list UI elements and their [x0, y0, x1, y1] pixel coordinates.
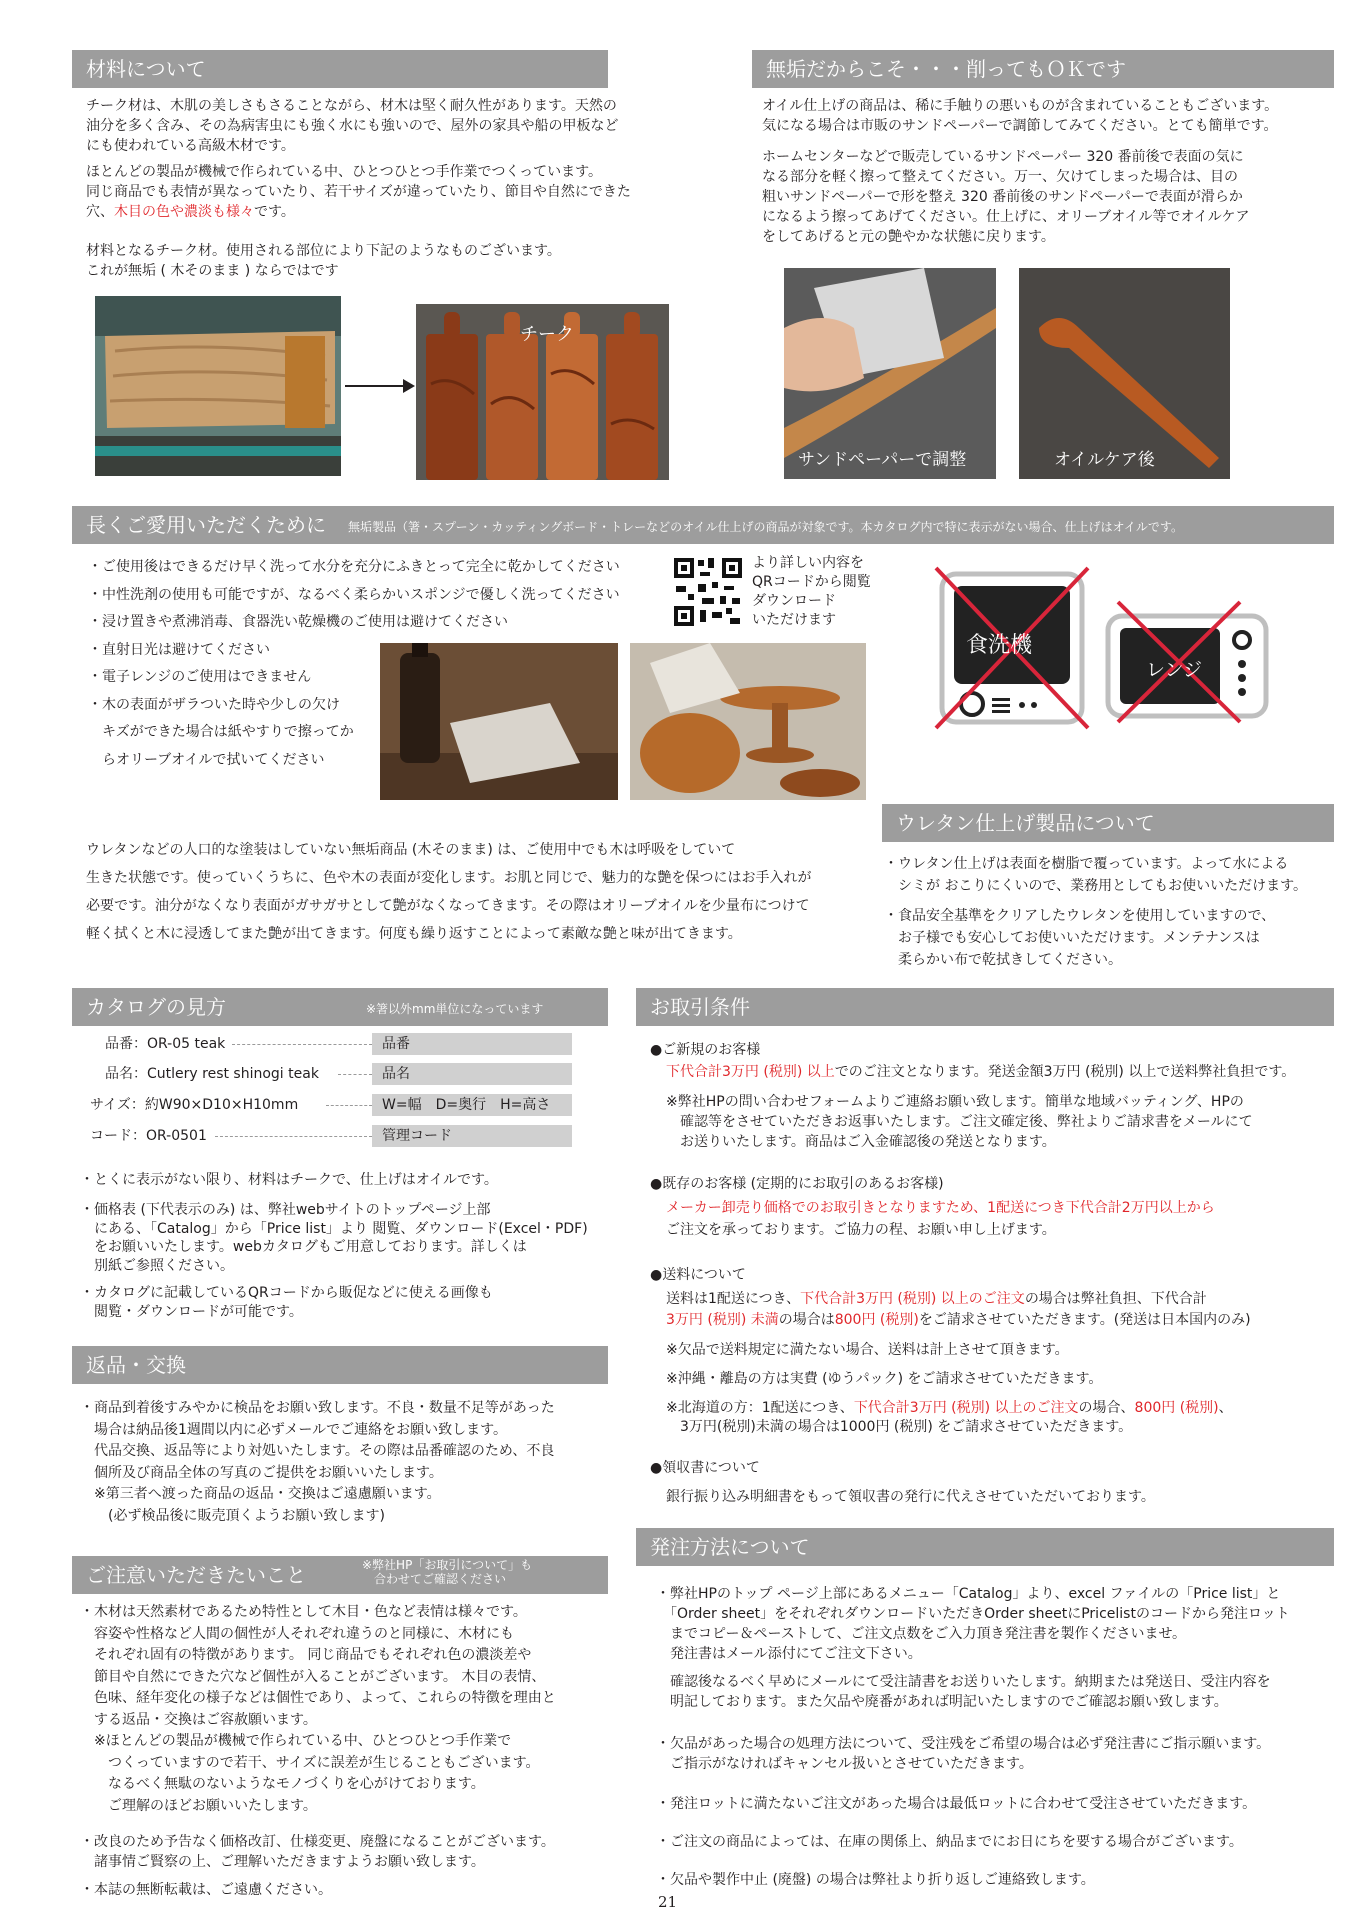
catalog-note: ※箸以外mm単位になっています [366, 1001, 544, 1016]
terms-existing-title: ●既存のお客様 (定期的にお取引のあるお客様) [650, 1176, 944, 1192]
catalog-row-label: 品名：Cutlery rest shinogi teak [105, 1066, 319, 1082]
oil-care-caption: オイルケア後 [1054, 450, 1155, 470]
section-header-materials: 材料について [72, 50, 608, 88]
ordering-paragraph-1: ・弊社HPのトップ ページ上部にあるメニュー「Catalog」より、excel ファイルの「Price list」と 「Order sheet」をそれぞれダウンロードいただきOrder sheetにPricelistのコードから発注ロット までコピー＆ペーストして、ご注文点数をご入力頂き発注書を製作くださいませ。 発注書はメール添付にてご注文下さい。 [656, 1586, 1290, 1662]
sanding-paragraph-2: ホームセンターなどで販売しているサンドペーパー 320 番前後で表面の気に なる部分を軽く擦って整えてください。万一、欠けてしまった場合は、目の 粗いサンドペーパーで形を整え 320 番前後のサンドペーパーで表面が滑らか になるよう擦ってあげてください。仕上げに、オリーブオイル等でオイルケア をしてあげると元の艶やかな状態に戻ります。 [762, 149, 1250, 245]
sanding-caption: サンドペーパーで調整 [798, 450, 967, 470]
leader-line [338, 1074, 372, 1075]
leader-line [215, 1136, 372, 1137]
care-paragraph: ウレタンなどの人口的な塗装はしていない無垢商品 (木そのまま) は、ご使用中でも木は呼吸をしていて 生きた状態です。使っていくうちに、色や木の表面が変化します。お肌と同じで、魅力的な艶を保つにはお手入れが 必要です。油分がなくなり表面がガサガサとして艶がなくなってきます。その際はオリーブオイルを少量布につけて 軽く拭くと木に浸透してまた艶が出てきます。何度も繰り返すことによって素敵な艶と味が出てきます。 [86, 842, 812, 942]
catalog-row-key: 品番 [372, 1033, 572, 1055]
leader-line [232, 1044, 372, 1045]
terms-shipping-line-1: 送料は1配送につき、下代合計3万円 (税別) 以上のご注文の場合は弊社負担、下代合計 [666, 1291, 1207, 1307]
section-header-returns: 返品・交換 [72, 1346, 608, 1384]
ordering-paragraph-2: 確認後なるべく早めにメールにて受注請書をお送りいたします。納期または発送日、受注内容を 明記しております。また欠品や廃番があれば明記いたしますのでご確認お願い致します。 [669, 1674, 1271, 1710]
catalog-row-label: サイズ：約W90×D10×H10mm [90, 1097, 299, 1113]
microwave-label: レンジ [1146, 659, 1203, 681]
terms-new-note: ※弊社HPの問い合わせフォームよりご連絡お願い致します。簡単な地域バッティング、HPの 確認等をさせていただきお返事いたします。ご注文確定後、弊社よりご請求書をメールにて お送りいたします。商品はご入金確認後の発送となります。 [666, 1094, 1253, 1150]
catalog-row-label: コード：OR-0501 [90, 1128, 207, 1144]
ordering-paragraph-4: ・発注ロットに満たないご注文があった場合は最低ロットに合わせて受注させていただきます。 [656, 1796, 1257, 1812]
terms-shipping-note-3b: 3万円(税別)未満の場合は1000円 (税別) をご請求させていただきます。 [666, 1419, 1133, 1435]
section-header-ordering: 発注方法について [636, 1528, 1334, 1566]
ordering-paragraph-6: ・欠品や製作中止 (廃盤) の場合は弊社より折り返しご連絡致します。 [656, 1872, 1095, 1888]
caution-paragraph-2: ・改良のため予告なく価格改訂、仕様変更、廃盤になることがございます。 諸事情ご賢察の上、ご理解いただきますようお願い致します。 [80, 1834, 555, 1870]
section-header-catalog: カタログの見方 ※箸以外mm単位になっています [72, 988, 608, 1026]
catalog-row-key: 品名 [372, 1063, 572, 1085]
sawmill-photo [95, 296, 341, 476]
arrow-right-icon [403, 379, 415, 393]
terms-shipping-note-3: ※北海道の方：1配送につき、下代合計3万円 (税別) 以上のご注文の場合、800円 (税別)、 [666, 1400, 1233, 1416]
sanding-paragraph-1: オイル仕上げの商品は、稀に手触りの悪いものが含まれていることもございます。 気になる場合は市販のサンドペーパーで調節してみてください。とても簡単です。 [762, 98, 1279, 134]
terms-shipping-note-1: ※欠品で送料規定に満たない場合、送料は計上させて頂きます。 [666, 1342, 1069, 1358]
terms-shipping-title: ●送料について [650, 1267, 746, 1283]
care-bullets: ・ご使用後はできるだけ早く洗って水分を充分にふきとって完全に乾かしてください ・中性洗剤の使用も可能ですが、なるべく柔らかいスポンジで優しく洗ってください ・浸け置きや煮沸消毒、食器洗い乾燥機のご使用は避けてください ・直射日光は避けてください ・電子レンジのご使用はできません ・木の表面がザラついた時や少しの欠け キズができた場合は紙やすりで擦ってか らオリーブオイルで拭いてください [88, 559, 620, 768]
terms-receipt-text: 銀行振り込み明細書をもって領収書の発行に代えさせていただいております。 [666, 1489, 1155, 1505]
materials-paragraph-1: チーク材は、木肌の美しさもさることながら、材木は堅く耐久性があります。天然の 油分を多く含み、その為病害虫にも強く水にも強いので、屋外の家具や船の甲板など にも使われている高級木材です。 [86, 98, 619, 154]
catalog-bullet-1: ・とくに表示がない限り、材料はチークで、仕上げはオイルです。 [80, 1172, 498, 1188]
catalog-row-key: 管理コード [372, 1125, 572, 1147]
teak-photo-label: チーク [520, 324, 574, 345]
ordering-paragraph-3: ・欠品があった場合の処理方法について、受注残をご希望の場合は必ず発注書にご指示願います。 ご指示がなければキャンセル扱いとさせていただきます。 [656, 1736, 1271, 1772]
qr-code-icon [672, 556, 744, 628]
catalog-row-key: W=幅 D=奥行 H=高さ [372, 1094, 572, 1116]
terms-shipping-line-2: 3万円 (税別) 未満の場合は800円 (税別)をご請求させていただきます。(発送は日本国内のみ) [666, 1312, 1251, 1328]
wooden-stand-photo [630, 643, 866, 800]
page-number: 21 [658, 1893, 678, 1911]
caution-paragraph-3: ・本誌の無断転載は、ご遠慮ください。 [80, 1882, 332, 1898]
terms-existing-condition: メーカー卸売り価格でのお取引きとなりますため、1配送につき下代合計2万円以上から [666, 1200, 1215, 1216]
materials-paragraph-3: 材料となるチーク材。使用される部位により下記のようなものございます。 これが無垢 ( 木そのまま ) ならではです [86, 243, 561, 279]
section-header-caution: ご注意いただきたいこと [72, 1556, 608, 1594]
section-header-care: 長くご愛用いただくために 無垢製品（箸・スプーン・カッティングボード・トレーなどのオイル仕上げの商品が対象です。本カタログ内で特に表示がない場合、仕上げはオイルです。 [72, 506, 1334, 544]
qr-description: より詳しい内容を QRコードから閲覧 ダウンロード いただけます [752, 555, 871, 628]
dishwasher-label: 食洗機 [966, 633, 1033, 658]
catalog-bullet-3: ・カタログに記載しているQRコードから販促などに使える画像も 閲覧・ダウンロードが可能です。 [80, 1285, 493, 1320]
ordering-paragraph-5: ・ご注文の商品によっては、在庫の関係上、納品までにお日にちを要する場合がございます。 [656, 1834, 1243, 1850]
caution-paragraph-1: ・木材は天然素材であるため特性として木目・色など表情は様々です。 容姿や性格など人間の個性が人それぞれ違うのと同様に、木材にも それぞれ固有の特徴があります。 同じ商品でもそれぞれ色の濃淡差や 節目や自然にできた穴など個性が入ることがございます。 木目の表情、 色味、経年変化の様子などは個性であり、よって、これらの特徴を理由と する返品・交換はご容赦願います。 ※ほとんどの製品が機械で作られている中、ひとつひとつ手作業で つくっていますので若干、サイズに誤差が生じることもございます。 なるべく無駄のないようなモノづくりを心がけております。 ご理解のほどお願いいたします。 [80, 1604, 556, 1814]
urethane-paragraph-1: ・ウレタン仕上げは表面を樹脂で覆っています。よって水による シミが おこりにくいので、業務用としてもお使いいただけます。 [884, 856, 1308, 894]
terms-receipt-title: ●領収書について [650, 1460, 760, 1476]
terms-existing-note: ご注文を承っております。ご協力の程、お願い申し上げます。 [666, 1222, 1056, 1238]
section-header-terms: お取引条件 [636, 988, 1334, 1026]
returns-text: ・商品到着後すみやかに検品をお願い致します。不良・数量不足等があった 場合は納品後1週間以内に必ずメールでご連絡をお願い致します。 代品交換、返品等により対処いたします。その際は品番確認のため、不良 個所及び商品全体の写真のご提供をお願いいたします。 ※第三者へ渡った商品の返品・交換はご遠慮願います。 (必ず検品後に販売頂くようお願い致します) [80, 1400, 555, 1524]
arrow-line [345, 385, 407, 387]
section-header-urethane: ウレタン仕上げ製品について [882, 804, 1334, 842]
caution-note: ※弊社HP「お取引について」も 合わせてご確認ください [362, 1558, 533, 1586]
terms-shipping-note-2: ※沖縄・離島の方は実費 (ゆうパック) をご請求させていただきます。 [666, 1371, 1103, 1387]
catalog-bullet-2: ・価格表 (下代表示のみ) は、弊社webサイトのトップページ上部 にある、「Catalog」から「Price list」より 閲覧、ダウンロード(Excel・PDF) をお願いいたします。webカタログもご用意しております。詳しくは 別紙ご参照ください。 [80, 1202, 588, 1274]
catalog-row-label: 品番：OR-05 teak [105, 1036, 226, 1052]
urethane-paragraph-2: ・食品安全基準をクリアしたウレタンを使用していますので、 お子様でも安心してお使いいただけます。メンテナンスは 柔らかい布で乾拭きしてください。 [884, 908, 1276, 968]
materials-paragraph-2: ほとんどの製品が機械で作られている中、ひとつひとつ手作業でつくっています。 同じ商品でも表情が異なっていたり、若干サイズが違っていたり、節目や自然にできた 穴、木目の色や濃淡も様々です。 [86, 164, 631, 220]
leader-line [326, 1105, 372, 1106]
terms-new-condition: 下代合計3万円 (税別) 以上でのご注文となります。発送金額3万円 (税別) 以上で送料弊社負担です。 [666, 1064, 1296, 1080]
cutting-board-photo [380, 643, 618, 800]
section-header-sanding: 無垢だからこそ・・・削ってもＯＫです [752, 50, 1334, 88]
terms-new-title: ●ご新規のお客様 [650, 1042, 761, 1058]
care-note: 無垢製品（箸・スプーン・カッティングボード・トレーなどのオイル仕上げの商品が対象です。本カタログ内で特に表示がない場合、仕上げはオイルです。 [348, 519, 1183, 534]
